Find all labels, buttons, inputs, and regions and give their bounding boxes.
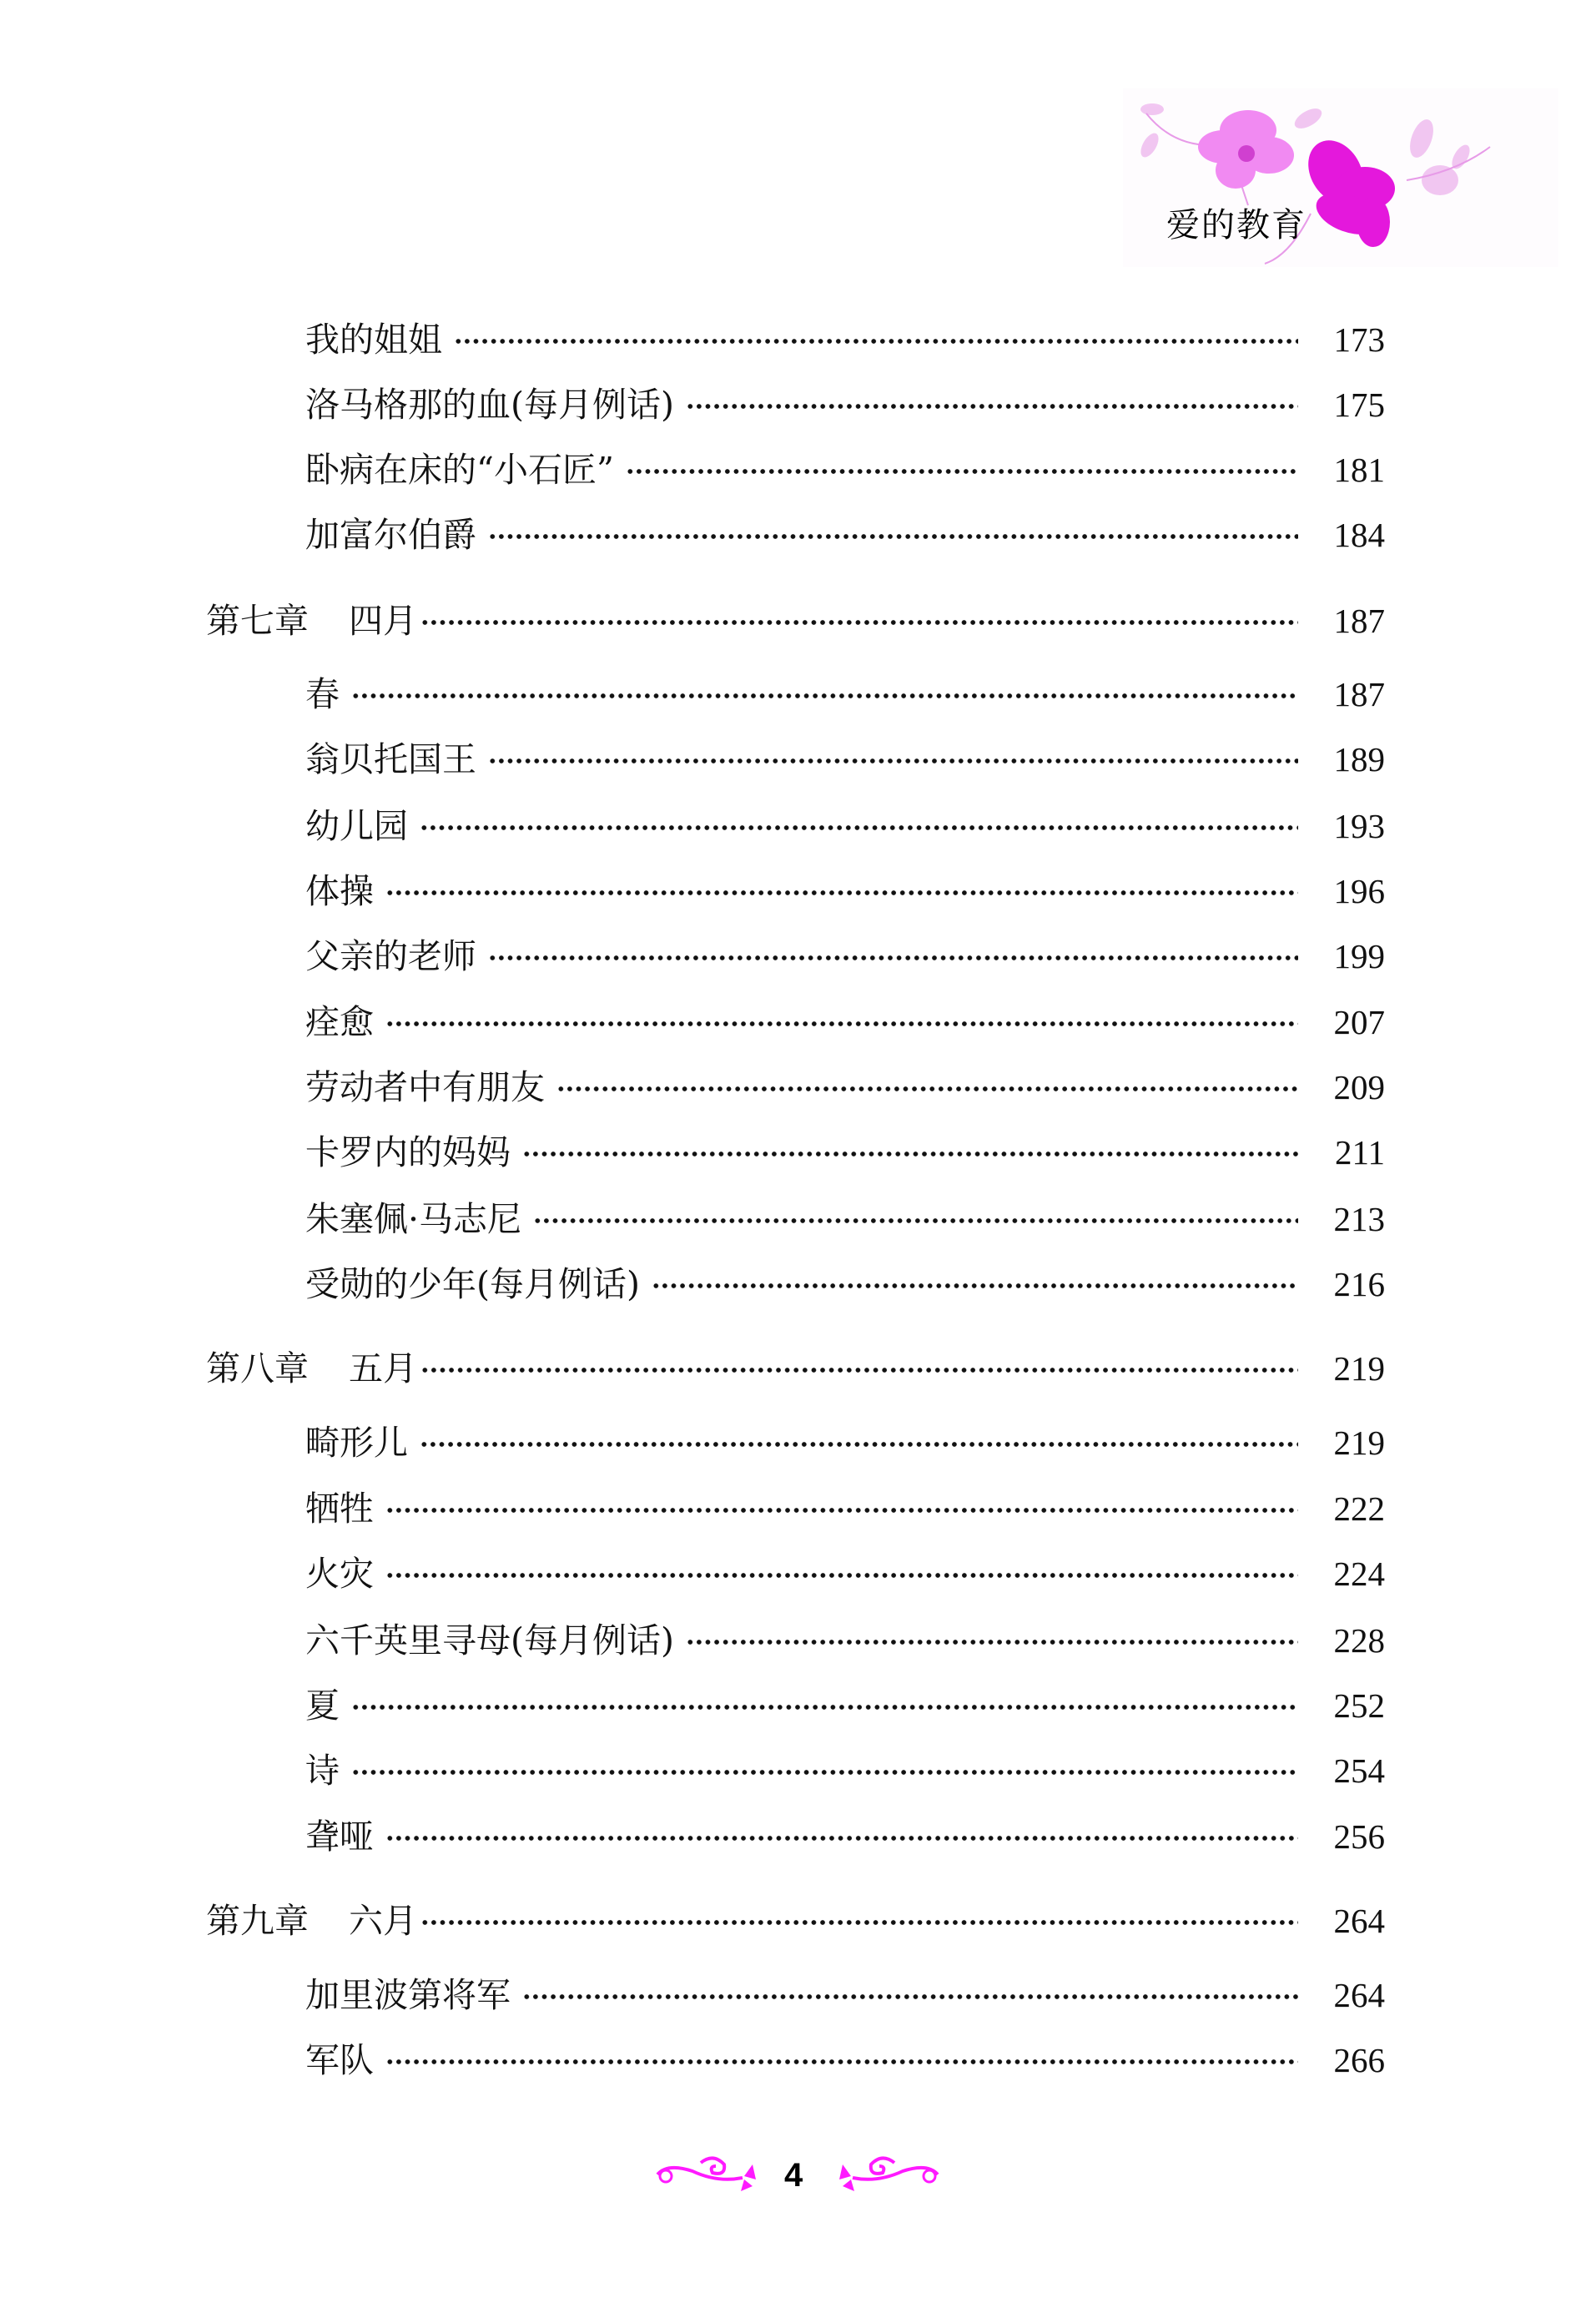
entry-title: 加富尔伯爵 [305,515,476,555]
page-ref: 196 [1333,872,1385,910]
dot-leader [420,1367,1298,1373]
toc-entry-row[interactable] [305,445,1385,495]
chapter-title: 四月 [349,601,417,641]
page-ref: 184 [1333,516,1385,554]
toc-entry-row[interactable] [305,1970,1385,2020]
page-ref: 189 [1333,740,1385,779]
dot-leader [420,1919,1298,1926]
dot-leader [351,693,1298,699]
toc-entry-row[interactable] [305,669,1385,719]
entry-title: 朱塞佩·马志尼 [305,1199,522,1239]
entry-title: 翁贝托国王 [305,739,476,779]
page-ref: 264 [1333,1902,1385,1940]
page-ref: 256 [1333,1817,1385,1856]
dot-leader [488,955,1298,961]
toc-entry-row[interactable] [305,1194,1385,1244]
book-title: 爱的教育 [1166,206,1307,244]
page-ref: 266 [1333,2041,1385,2079]
toc-entry-row[interactable] [305,2035,1385,2085]
entry-title: 痊愈 [305,1002,374,1042]
page-ref: 222 [1333,1489,1385,1528]
page-ref: 252 [1333,1686,1385,1725]
dot-leader [385,1572,1298,1579]
entry-title: 洛马格那的血(每月例话) [305,385,674,425]
entry-title: 火灾 [305,1554,374,1594]
entry-title: 加里波第将军 [305,1975,511,2015]
page-ref: 209 [1333,1068,1385,1106]
toc-entry-row[interactable] [305,734,1385,784]
page-ref: 216 [1333,1265,1385,1303]
toc-entry-row[interactable] [305,1549,1385,1599]
toc-chapter-row[interactable] [206,596,1385,646]
toc-entry-row[interactable] [305,866,1385,916]
toc-entry-row[interactable] [305,1746,1385,1796]
page-ref: 175 [1333,385,1385,424]
chapter-title: 六月 [349,1901,417,1941]
page-ref: 199 [1333,937,1385,975]
entry-title: 春 [305,674,340,714]
chapter-number: 第九章 [206,1901,309,1941]
dot-leader [488,758,1298,764]
entry-title: 卧病在床的“小石匠” [305,450,614,490]
entry-title: 体操 [305,871,374,911]
chapter-heading [206,1896,420,1946]
dot-leader [351,1769,1298,1776]
chapter-heading [206,596,420,646]
entry-title: 牺牲 [305,1489,374,1529]
toc-entry-row[interactable] [305,510,1385,560]
dot-leader [385,1507,1298,1514]
dot-leader [385,2058,1298,2065]
toc-entry-row[interactable] [305,801,1385,851]
page-ref: 254 [1333,1751,1385,1790]
dot-leader [420,1441,1298,1448]
entry-title: 诗 [305,1751,340,1791]
toc-entry-row[interactable] [305,997,1385,1047]
dot-leader [488,533,1298,540]
entry-title: 我的姐姐 [305,320,442,360]
page-number: 4 [784,2157,803,2194]
dot-leader [626,468,1298,475]
dot-leader [454,338,1298,345]
toc-entry-row[interactable] [305,931,1385,981]
entry-title: 军队 [305,2040,374,2080]
chapter-title: 五月 [349,1348,417,1388]
toc-entry-row[interactable] [305,1681,1385,1731]
dot-leader [385,1020,1298,1027]
dot-leader [420,824,1298,831]
dot-leader [686,403,1298,410]
page-ref: 211 [1335,1133,1385,1172]
dot-leader [385,889,1298,896]
dot-leader [686,1639,1298,1645]
page-ref: 173 [1333,320,1385,359]
page-ref: 213 [1333,1200,1385,1238]
dot-leader [420,619,1298,626]
page-ref: 228 [1333,1621,1385,1660]
right-ornament-icon [834,2153,944,2193]
toc-entry-row[interactable] [305,1259,1385,1309]
entry-title: 幼儿园 [305,806,408,846]
entry-title: 卡罗内的妈妈 [305,1132,511,1172]
entry-title: 六千英里寻母(每月例话) [305,1620,674,1660]
toc-entry-row[interactable] [305,380,1385,430]
dot-leader [556,1086,1298,1092]
toc-entry-row[interactable] [305,315,1385,365]
entry-title: 聋哑 [305,1817,374,1857]
left-ornament-icon [651,2153,761,2193]
page-ref: 187 [1333,675,1385,713]
page-ref: 187 [1333,602,1385,640]
dot-leader [522,1993,1298,2000]
toc-entry-row[interactable] [305,1484,1385,1534]
dot-leader [351,1704,1298,1711]
page-ref: 193 [1333,807,1385,845]
dot-leader [533,1217,1298,1224]
toc-entry-row[interactable] [305,1062,1385,1112]
dot-leader [522,1151,1298,1157]
toc-chapter-row[interactable] [206,1896,1385,1946]
entry-title: 受勋的少年(每月例话) [305,1264,640,1304]
toc-chapter-row[interactable] [206,1343,1385,1393]
toc-entry-row[interactable] [305,1418,1385,1468]
chapter-number: 第七章 [206,601,309,641]
page-ref: 264 [1333,1976,1385,2014]
entry-title: 夏 [305,1686,340,1726]
toc-entry-row[interactable] [305,1812,1385,1862]
page-ref: 181 [1333,451,1385,489]
page-ref: 219 [1333,1424,1385,1462]
page-ref: 224 [1333,1555,1385,1593]
entry-title: 劳动者中有朋友 [305,1067,545,1107]
page-ref: 219 [1333,1349,1385,1388]
dot-leader [652,1282,1298,1289]
toc-entry-row[interactable] [305,1127,1385,1177]
dot-leader [385,1835,1298,1842]
entry-title: 父亲的老师 [305,936,476,976]
chapter-number: 第八章 [206,1348,309,1388]
entry-title: 畸形儿 [305,1423,408,1463]
page-ref: 207 [1333,1003,1385,1041]
chapter-heading [206,1343,420,1393]
toc-entry-row[interactable] [305,1615,1385,1665]
